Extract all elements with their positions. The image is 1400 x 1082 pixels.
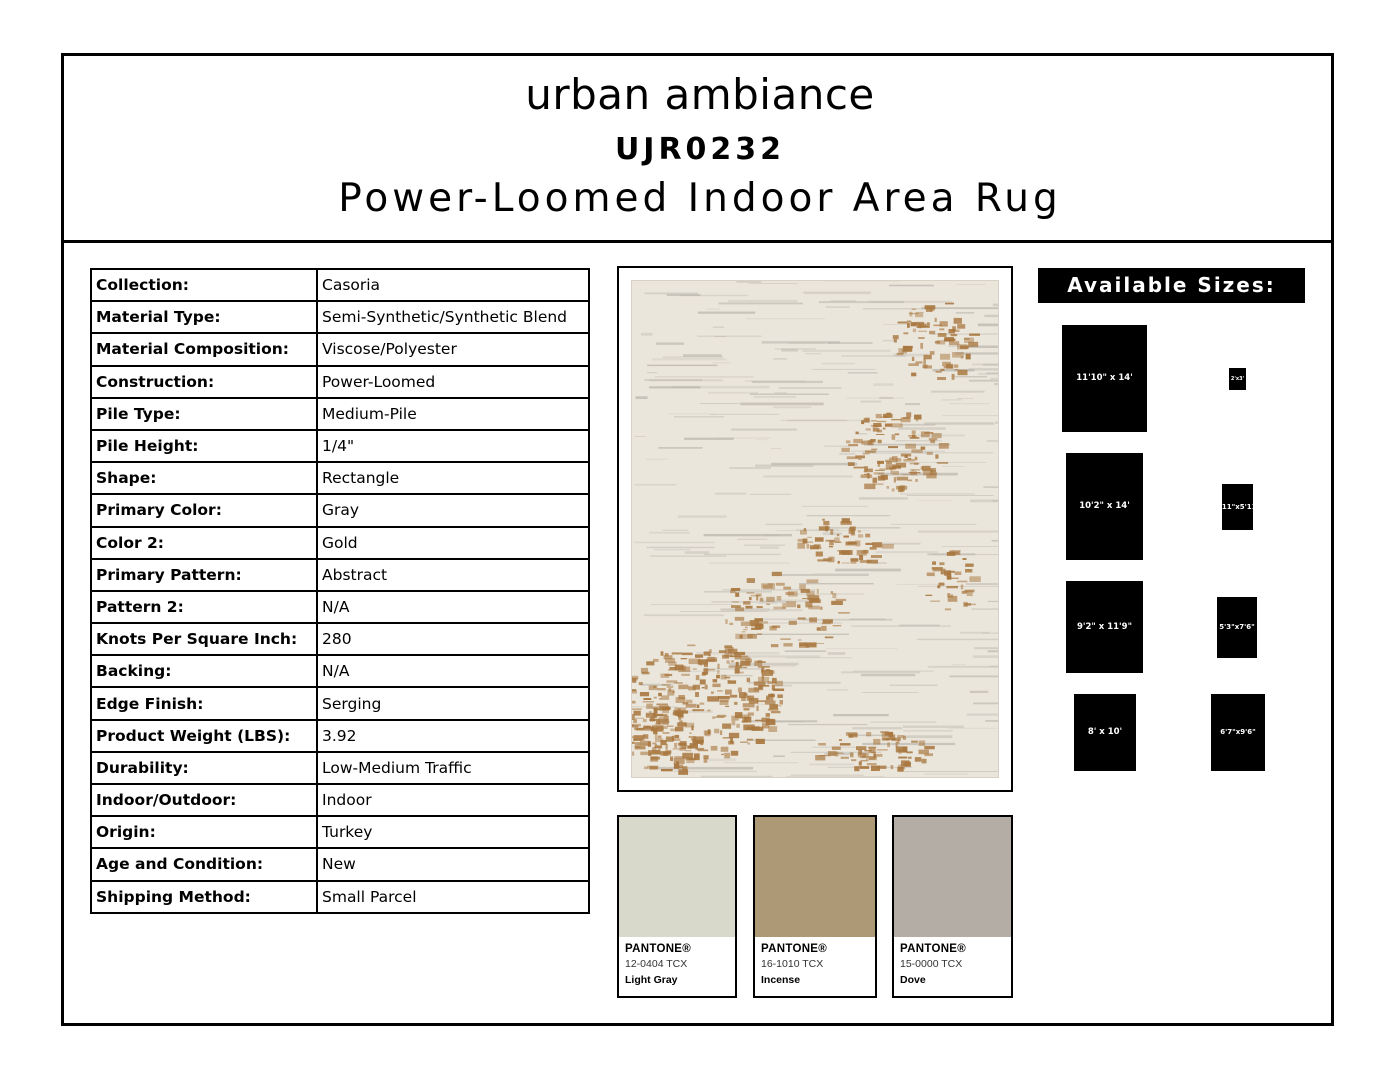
spec-label: Shape:	[91, 462, 317, 494]
spec-row	[91, 720, 589, 752]
size-block-8x10: 8' x 10'	[1074, 694, 1136, 771]
spec-row	[91, 430, 589, 462]
spec-label: Construction:	[91, 366, 317, 398]
spec-row	[91, 784, 589, 816]
size-block-11x14: 11'10" x 14'	[1062, 325, 1147, 432]
size-block-7x10: 6'7" x 9'6"	[1211, 694, 1265, 771]
spec-label: Durability:	[91, 752, 317, 784]
swatch-name: Incense	[761, 974, 801, 986]
spec-value: Power-Loomed	[317, 366, 589, 398]
spec-label: Shipping Method:	[91, 881, 317, 913]
swatch-name: Dove	[900, 974, 926, 986]
size-block-2x3: 2' x 3'	[1229, 368, 1246, 390]
rug-image-frame	[617, 266, 1013, 792]
spec-label: Product Weight (LBS):	[91, 720, 317, 752]
spec-value: Casoria	[317, 269, 589, 301]
spec-row	[91, 591, 589, 623]
spec-label: Knots Per Square Inch:	[91, 623, 317, 655]
spec-row	[91, 333, 589, 365]
spec-label: Pattern 2:	[91, 591, 317, 623]
spec-label: Backing:	[91, 655, 317, 687]
pantone-swatch-light-gray	[617, 815, 737, 998]
swatch-brand: PANTONE®	[761, 943, 828, 955]
spec-value: Serging	[317, 687, 589, 719]
spec-row	[91, 559, 589, 591]
spec-value: Semi-Synthetic/Synthetic Blend	[317, 301, 589, 333]
spec-value: N/A	[317, 655, 589, 687]
spec-label: Color 2:	[91, 527, 317, 559]
product-title: Power-Loomed Indoor Area Rug	[338, 176, 1062, 221]
spec-label: Edge Finish:	[91, 687, 317, 719]
swatch-code: 15-0000 TCX	[900, 958, 963, 970]
spec-label: Indoor/Outdoor:	[91, 784, 317, 816]
spec-label: Primary Pattern:	[91, 559, 317, 591]
spec-row	[91, 752, 589, 784]
available-sizes-heading: Available Sizes:	[1038, 268, 1305, 303]
spec-label: Material Type:	[91, 301, 317, 333]
spec-row	[91, 462, 589, 494]
spec-value: Low-Medium Traffic	[317, 752, 589, 784]
spec-value: Medium-Pile	[317, 398, 589, 430]
spec-label: Material Composition:	[91, 333, 317, 365]
product-sku: UJR0232	[614, 132, 786, 167]
brand-logo: urban ambiance	[525, 70, 875, 119]
spec-label: Age and Condition:	[91, 848, 317, 880]
spec-label: Primary Color:	[91, 494, 317, 526]
size-block-5x8: 5'3" x 7'6"	[1217, 597, 1257, 658]
spec-row	[91, 366, 589, 398]
spec-value: N/A	[317, 591, 589, 623]
spec-row	[91, 881, 589, 913]
spec-row	[91, 848, 589, 880]
header-divider	[61, 240, 1334, 243]
spec-row	[91, 655, 589, 687]
spec-row	[91, 494, 589, 526]
spec-value: Gray	[317, 494, 589, 526]
spec-value: Rectangle	[317, 462, 589, 494]
spec-value: 280	[317, 623, 589, 655]
rug-image	[631, 280, 999, 778]
spec-label: Pile Type:	[91, 398, 317, 430]
size-block-4x6: 3'11" x 5'11"	[1222, 484, 1253, 530]
swatch-color-chip	[619, 817, 735, 937]
swatch-color-chip	[894, 817, 1011, 937]
spec-value: Indoor	[317, 784, 589, 816]
swatch-brand: PANTONE®	[900, 943, 967, 955]
spec-label: Collection:	[91, 269, 317, 301]
pantone-swatch-incense	[753, 815, 877, 998]
swatch-code: 16-1010 TCX	[761, 958, 824, 970]
spec-value: 3.92	[317, 720, 589, 752]
spec-row	[91, 269, 589, 301]
size-block-9x12: 9'2" x 11'9"	[1066, 581, 1143, 673]
pantone-swatch-dove	[892, 815, 1013, 998]
spec-value: Small Parcel	[317, 881, 589, 913]
spec-row	[91, 398, 589, 430]
spec-label: Origin:	[91, 816, 317, 848]
swatch-name: Light Gray	[625, 974, 678, 986]
swatch-brand: PANTONE®	[625, 943, 692, 955]
spec-row	[91, 623, 589, 655]
spec-value: Abstract	[317, 559, 589, 591]
spec-row	[91, 687, 589, 719]
spec-table	[90, 268, 590, 914]
spec-value: Viscose/Polyester	[317, 333, 589, 365]
spec-label: Pile Height:	[91, 430, 317, 462]
spec-value: Turkey	[317, 816, 589, 848]
spec-value: Gold	[317, 527, 589, 559]
spec-value: New	[317, 848, 589, 880]
size-block-10x14: 10'2" x 14'	[1066, 453, 1143, 560]
spec-row	[91, 816, 589, 848]
spec-row	[91, 527, 589, 559]
swatch-color-chip	[755, 817, 875, 937]
swatch-code: 12-0404 TCX	[625, 958, 688, 970]
spec-value: 1/4"	[317, 430, 589, 462]
spec-row	[91, 301, 589, 333]
